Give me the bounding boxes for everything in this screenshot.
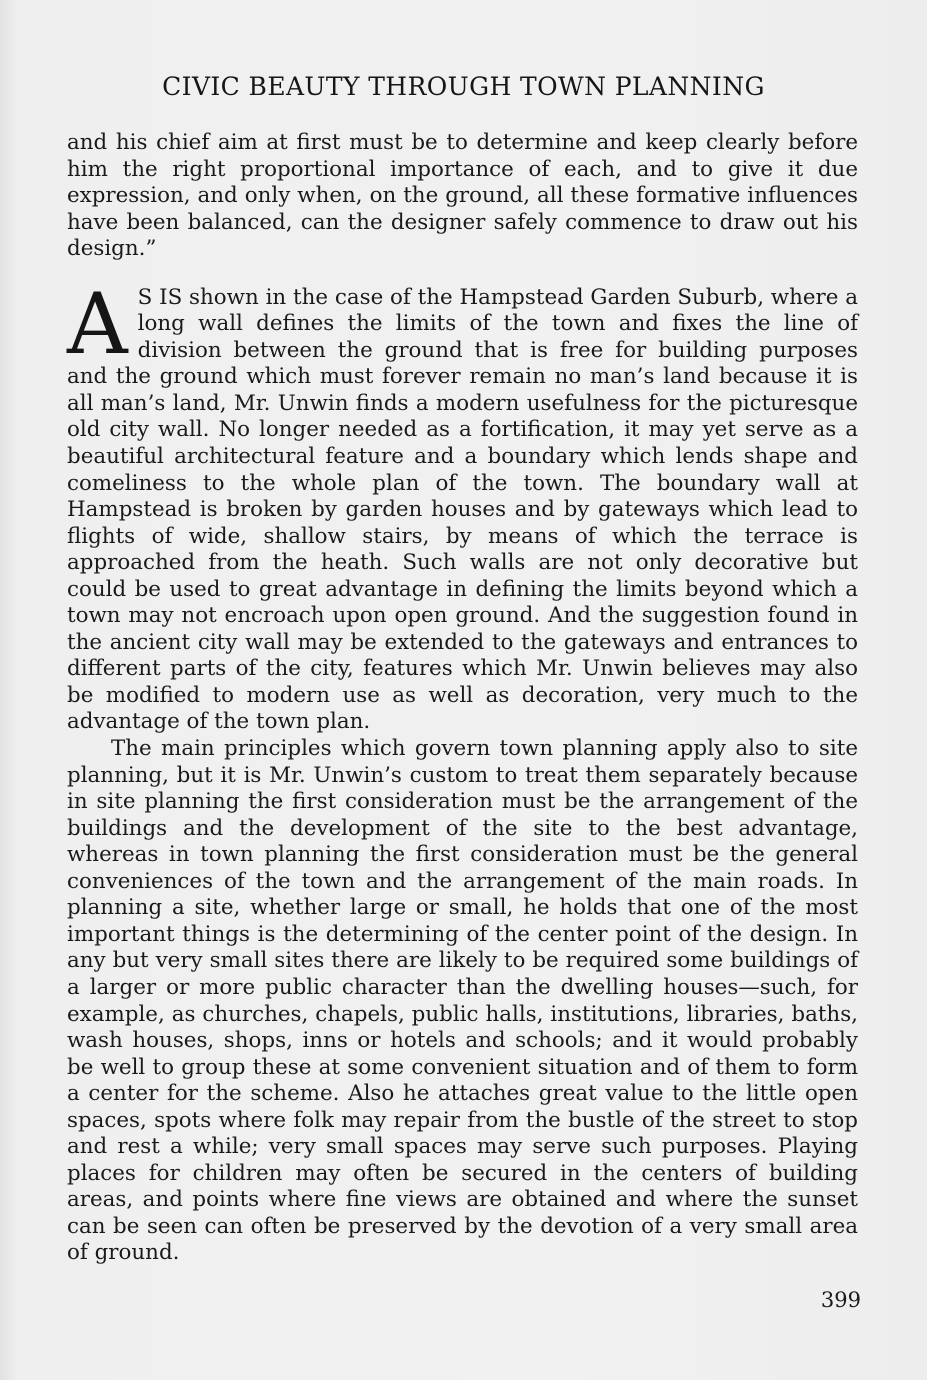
- paragraph-city-wall-text: S IS shown in the case of the Hampstead Garden Suburb, where a long wall defines the limits of the town and fixes the line of division between the ground that is free for building purposes and the ground which must forever remain no man’s land because it is all man’s land, Mr. Unwin finds a modern usefulness for the picturesque old city wall. No longer needed as a fortification, it may yet serve as a beautiful architectural feature and a boundary which lends shape and comeliness to the whole plan of the town. The boundary wall at Hampstead is broken by garden houses and by gateways which lead to flights of wide, shallow stairs, by means of which the terrace is approached from the heath. Such walls are not only decorative but could be used to great advantage in defining the limits beyond which a town may not encroach upon open ground. And the suggestion found in the ancient city wall may be extended to the gateways and entrances to different parts of the city, features which Mr. Unwin believes may also be modified to modern use as well as decoration, very much to the advantage of the town plan.: [67, 284, 858, 735]
- body-text: [67, 130, 858, 1267]
- paragraph-city-wall: [67, 274, 858, 736]
- running-head: CIVIC BEAUTY THROUGH TOWN PLANNING: [162, 72, 765, 101]
- paragraph-site-planning: The main principles which govern town planning apply also to site planning, but it is Mr. Unwin’s custom to treat them separately because in site planning the first consideration must be the arrangement of the buildings and the development of the site to the best advantage, whereas in town planning the first consideration must be the general conveniences of the town and the arrangement of the main roads. In planning a site, whether large or small, he holds that one of the most important things is the determining of the center point of the design. In any but very small sites there are likely to be required some buildings of a larger or more public character than the dwelling houses—such, for example, as churches, chapels, public halls, institutions, libraries, baths, wash houses, shops, inns or hotels and schools; and it would probably be well to group these at some convenient situation and of them to form a center for the scheme. Also he attaches great value to the little open spaces, spots where folk may repair from the bustle of the street to stop and rest a while; very small spaces may serve such purposes. Playing places for children may often be secured in the centers of building areas, and points where fine views are obtained and where the sunset can be seen can often be preserved by the devotion of a very small area of ground.: [67, 736, 858, 1266]
- page-number: 399: [820, 1288, 861, 1312]
- opening-paragraph: and his chief aim at first must be to determine and keep clearly before him the right proportional importance of each, and to give it due expression, and only when, on the ground, all these formative influences have been balanced, can the designer safely commence to draw out his design.”: [67, 130, 858, 262]
- drop-cap: A: [67, 274, 128, 373]
- section-hampstead: [67, 274, 858, 1267]
